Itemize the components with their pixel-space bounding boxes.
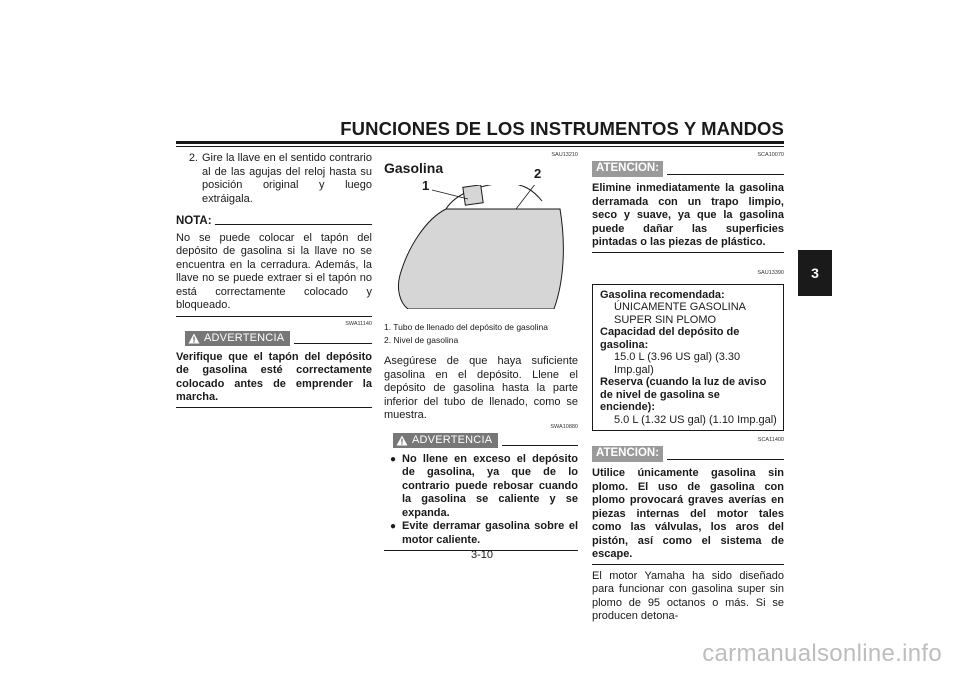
- engine-body-text: El motor Yamaha ha sido diseñado para funcionar con gasolina super sin plomo de 95 octanos o más. Si se producen detona-: [592, 569, 784, 622]
- bullet-icon: ●: [390, 453, 397, 465]
- caution-end-rule: [592, 252, 784, 253]
- column-left: [176, 152, 372, 408]
- warning-heading: [384, 433, 578, 448]
- warning-text: Verifique que el tapón del depósito de gasolina esté correctamente colocado antes de emprender la marcha.: [176, 350, 372, 403]
- warning-heading: [176, 331, 372, 346]
- caution-end-rule: [592, 564, 784, 565]
- step-text: Gire la llave en el sentido contrario al de las agujas del reloj hasta su posición original y luego extráigala.: [202, 152, 372, 205]
- figure-captions: [384, 321, 578, 346]
- fuel-spec-box: [592, 284, 784, 432]
- spec-value: 15.0 L (3.96 US gal) (3.30 Imp.gal): [614, 351, 741, 376]
- spec-value: ÚNICAMENTE GASOLINA SUPER SIN PLOMO: [614, 301, 746, 326]
- fuel-tank-illustration: [384, 185, 578, 309]
- bullet-text: No llene en exceso el depósito de gasolina, ya que de lo contrario puede rebosar cuando la gasolina se caliente y se expanda.: [402, 452, 578, 519]
- step-number: 2.: [188, 152, 198, 164]
- warning-triangle-icon: [396, 435, 408, 446]
- note-label: NOTA:: [176, 215, 212, 227]
- section-code: SAU13210: [551, 152, 578, 158]
- warning-code: SWA11140: [345, 320, 372, 327]
- warning-label: ADVERTENCIA: [204, 331, 285, 344]
- callout-line-2: [516, 185, 536, 209]
- warning-badge: [185, 331, 290, 346]
- caution-text: Utilice únicamente gasolina sin plomo. El uso de gasolina con plomo provocará graves averías en piezas internas del motor tales como las válvulas, los aros del pistón, así como el sistema de escape.: [592, 467, 784, 560]
- warning-code: SWA10880: [550, 423, 578, 430]
- bullet-icon: ●: [390, 521, 397, 532]
- callout-label-2: 2: [534, 166, 542, 181]
- warning-bullets: [384, 453, 578, 548]
- warning-label: ADVERTENCIA: [412, 433, 493, 446]
- watermark: carmanualsonline.info: [702, 640, 942, 667]
- warning-triangle-icon: [188, 333, 200, 344]
- spec-label: Capacidad del depósito de gasolina:: [600, 326, 740, 351]
- column-right: [592, 152, 784, 624]
- caution-rule: [667, 174, 784, 175]
- spec-label: Reserva (cuando la luz de aviso de nivel de gasolina se enciende):: [600, 376, 767, 413]
- caption-item: 1. Tubo de llenado del depósito de gasolina: [384, 322, 548, 332]
- page-header-title: FUNCIONES DE LOS INSTRUMENTOS Y MANDOS: [340, 118, 784, 139]
- caution-badge: ATENCION:: [592, 446, 663, 462]
- section-title: Gasolina: [384, 160, 444, 176]
- bullet-text: Evite derramar gasolina sobre el motor caliente.: [402, 520, 578, 546]
- note-text: No se puede colocar el tapón del depósito de gasolina si la llave no se encuentra en la cerradura. Además, la llave no se puede extraer si el tapón no está correctamente colocado y bloqueado.: [176, 231, 372, 311]
- warning-rule: [502, 445, 578, 446]
- warning-end-rule: [176, 407, 372, 408]
- caution-heading: [592, 161, 784, 177]
- warning-badge: [393, 433, 498, 448]
- fuel-body-text: Asegúrese de que haya suficiente gasolina en el depósito. Llene el depósito de gasolina hasta la parte inferior del tubo de llenado, como se muestra.: [384, 355, 578, 421]
- spec-code: SAU13390: [757, 269, 784, 276]
- header-rule: [176, 141, 784, 144]
- page-number: 3-10: [471, 549, 494, 561]
- warning-rule: [294, 343, 372, 344]
- filler-tube-shape: [463, 185, 483, 205]
- spec-value: 5.0 L (1.32 US gal) (1.10 Imp.gal): [614, 413, 777, 426]
- chapter-tab: 3: [798, 250, 832, 296]
- header-rule-thin: [176, 146, 784, 147]
- caution-heading: [592, 446, 784, 462]
- caution-code: SCA11400: [757, 437, 784, 443]
- caution-rule: [667, 459, 784, 460]
- step-item: [176, 152, 372, 206]
- bullet-item: [390, 520, 578, 547]
- note-rule: [215, 224, 372, 225]
- caution-badge: ATENCION:: [592, 161, 663, 177]
- column-middle: [384, 152, 578, 551]
- caution-code: SCA10070: [757, 152, 784, 158]
- note-heading: [176, 215, 372, 229]
- bullet-item: [390, 453, 578, 521]
- caption-item: 2. Nivel de gasolina: [384, 334, 459, 345]
- callout-label-1: 1: [422, 178, 430, 193]
- caution-text: Elimine inmediatamente la gasolina derramada con un trapo limpio, seco y suave, ya que la gasolina puede dañar las superficies pintadas o las piezas de plástico.: [592, 182, 784, 248]
- note-end-rule: [176, 316, 372, 317]
- spec-label: Gasolina recomendada:: [600, 288, 725, 301]
